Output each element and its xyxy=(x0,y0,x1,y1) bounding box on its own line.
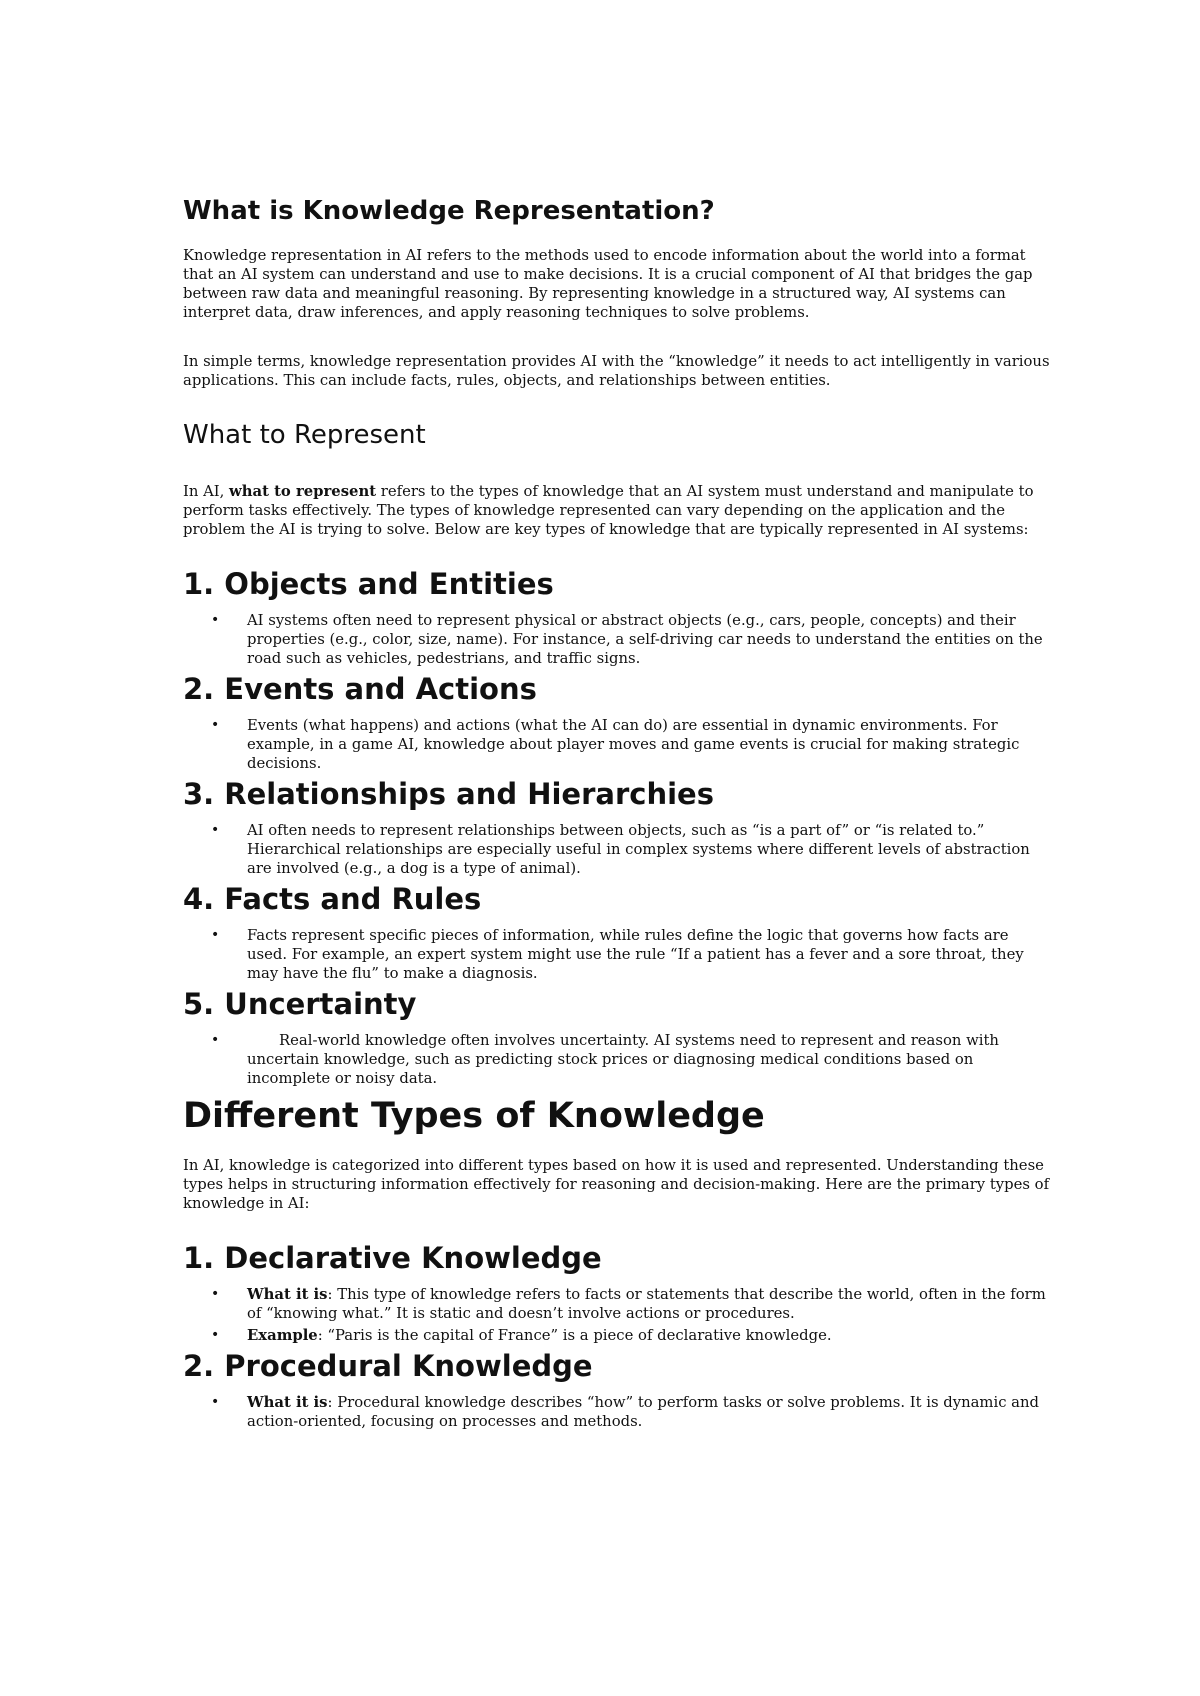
list-item-text: Events (what happens) and actions (what the AI can do) are essential in dynamic environments. For example, in a game AI, knowledge about player moves and game events is crucial for making strategic decisions. xyxy=(247,717,1020,772)
list-item xyxy=(183,1031,1050,1088)
list-facts xyxy=(183,926,1050,983)
paragraph-text: In AI, xyxy=(183,483,230,500)
list-declarative xyxy=(183,1285,1050,1345)
list-item-text: : This type of knowledge refers to facts or statements that describe the world, often in the form of “knowing what.” It is static and doesn’t involve actions or procedures. xyxy=(247,1286,1046,1322)
section-title-different-types: Different Types of Knowledge xyxy=(183,1096,765,1136)
heading-declarative-knowledge: 1. Declarative Knowledge xyxy=(183,1241,602,1275)
list-events xyxy=(183,716,1050,773)
intro-paragraph-1: Knowledge representation in AI refers to the methods used to encode information about the world into a format that an AI system can understand and use to make decisions. It is a crucial component of AI that bridges the gap between raw data and meaningful reasoning. By representing knowledge in a structured way, AI systems can interpret data, draw inferences, and apply reasoning techniques to solve problems. xyxy=(183,247,1033,321)
list-item-text: AI often needs to represent relationships between objects, such as “is a part of” or “is related to.” Hierarchical relationships are especially useful in complex systems where different levels of abstraction are involved (e.g., a dog is a type of animal). xyxy=(247,822,1030,877)
bullet-icon: • xyxy=(211,1032,220,1048)
heading-facts-and-rules: 4. Facts and Rules xyxy=(183,882,482,916)
list-item-text: AI systems often need to represent physical or abstract objects (e.g., cars, people, concepts) and their properties (e.g., color, size, name). For instance, a self-driving car needs to understand the entities on the road such as vehicles, pedestrians, and traffic signs. xyxy=(247,612,1043,667)
bullet-icon: • xyxy=(211,612,220,628)
bullet-icon: • xyxy=(211,1327,220,1343)
list-relationships xyxy=(183,821,1050,878)
bold-label: Example xyxy=(247,1327,318,1344)
bold-term: what to represent xyxy=(229,483,377,500)
bullet-icon: • xyxy=(211,1286,220,1302)
list-item xyxy=(183,1393,1050,1431)
list-item-text: : “Paris is the capital of France” is a piece of declarative knowledge. xyxy=(317,1327,832,1344)
list-item-text: Real-world knowledge often involves uncertainty. AI systems need to represent and reason with uncertain knowledge, such as predicting stock prices or diagnosing medical conditions based on incomplete or noisy data. xyxy=(247,1032,999,1087)
list-objects xyxy=(183,611,1050,668)
heading-relationships: 3. Relationships and Hierarchies xyxy=(183,777,714,811)
bullet-icon: • xyxy=(211,822,220,838)
list-item xyxy=(183,716,1050,773)
paragraph-text: refers to the types of knowledge that an AI system must understand and manipulate to perform tasks effectively. The types of knowledge represented can vary depending on the application and the problem the AI is trying to solve. Below are key types of knowledge that are typically represented in AI systems: xyxy=(183,483,1034,538)
list-item xyxy=(183,821,1050,878)
bullet-icon: • xyxy=(211,927,220,943)
bold-label: What it is xyxy=(247,1394,328,1411)
list-procedural xyxy=(183,1393,1050,1431)
list-uncertainty xyxy=(183,1031,1050,1088)
intro-paragraph-2: In simple terms, knowledge representation provides AI with the “knowledge” it needs to act intelligently in various applications. This can include facts, rules, objects, and relationships between entities. xyxy=(183,353,1050,389)
what-to-represent-paragraph xyxy=(183,482,1050,539)
page-title: What is Knowledge Representation? xyxy=(183,196,715,226)
list-item xyxy=(183,1285,1050,1323)
bold-label: What it is xyxy=(247,1286,328,1303)
bullet-icon: • xyxy=(211,717,220,733)
list-item xyxy=(183,926,1050,983)
list-item xyxy=(183,611,1050,668)
list-item xyxy=(183,1326,1050,1345)
heading-objects-and-entities: 1. Objects and Entities xyxy=(183,567,554,601)
heading-uncertainty: 5. Uncertainty xyxy=(183,987,417,1021)
heading-events-and-actions: 2. Events and Actions xyxy=(183,672,537,706)
bullet-icon: • xyxy=(211,1394,220,1410)
list-item-text: Facts represent specific pieces of information, while rules define the logic that governs how facts are used. For example, an expert system might use the rule “If a patient has a fever and a sore throat, they may have the flu” to make a diagnosis. xyxy=(247,927,1024,982)
types-paragraph: In AI, knowledge is categorized into different types based on how it is used and represented. Understanding these types helps in structuring information effectively for reasoning and decision-making. Here are the primary types of knowledge in AI: xyxy=(183,1157,1050,1212)
heading-procedural-knowledge: 2. Procedural Knowledge xyxy=(183,1349,593,1383)
list-item-text: : Procedural knowledge describes “how” to perform tasks or solve problems. It is dynamic and action-oriented, focusing on processes and methods. xyxy=(247,1394,1040,1430)
section-title-what-to-represent: What to Represent xyxy=(183,420,426,450)
